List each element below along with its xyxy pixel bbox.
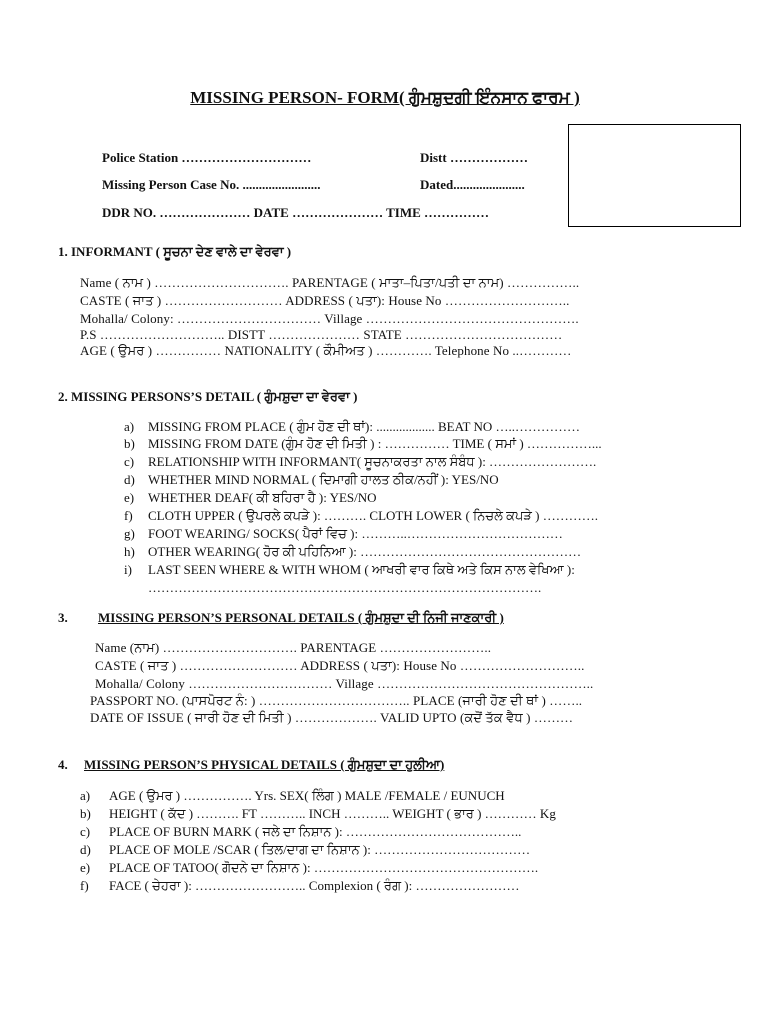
- item-label: a): [124, 419, 135, 434]
- section1-heading: 1. INFORMANT ( ਸੂਚਨਾ ਦੇਣ ਵਾਲੇ ਦਾ ਵੇਰਵਾ ): [58, 244, 292, 259]
- section2-heading: 2. MISSING PERSONS’S DETAIL ( ਗੁੰਮਸ਼ੁਦਾ ਦਾ ਵੇਰਵਾ ): [58, 389, 358, 404]
- item-label: e): [124, 490, 135, 505]
- list-item[interactable]: [124, 526, 563, 542]
- item-text: PLACE OF MOLE /SCAR ( ਤਿਲ/ਦਾਗ ਦਾ ਨਿਸ਼ਾਨ ): ………………………………: [109, 842, 531, 857]
- list-item[interactable]: [124, 562, 575, 578]
- item-label: f): [80, 878, 89, 893]
- case-no-field[interactable]: Missing Person Case No. ........................: [102, 177, 321, 192]
- item-label: c): [80, 824, 91, 839]
- photo-box: [568, 124, 741, 227]
- item-label: e): [80, 860, 91, 875]
- section3-heading: MISSING PERSON’S PERSONAL DETAILS ( ਗੁੰਮਸ਼ੁਦਾ ਦੀ ਨਿਜੀ ਜਾਣਕਾਰੀ ): [98, 610, 504, 625]
- item-label: b): [80, 806, 91, 821]
- list-item[interactable]: [124, 419, 580, 435]
- list-item[interactable]: [124, 436, 602, 452]
- item-text: FOOT WEARING/ SOCKS( ਪੈਰਾਂ ਵਿਚ ): ………..………………………………: [148, 526, 563, 541]
- last-seen-continuation-line[interactable]: ……………………………………………………………………………….: [148, 580, 542, 595]
- section3-number: 3.: [58, 610, 68, 625]
- item-text: RELATIONSHIP WITH INFORMANT( ਸੂਚਨਾਕਰਤਾ ਨਾਲ ਸੰਬੰਧ ): …………………….: [148, 454, 597, 469]
- item-label: a): [80, 788, 91, 803]
- person-caste-line[interactable]: CASTE ( ਜਾਤ ) ……………………… ADDRESS ( ਪਤਾ): House No ………………………..: [95, 658, 585, 673]
- date-of-issue-line[interactable]: DATE OF ISSUE ( ਜਾਰੀ ਹੋਣ ਦੀ ਮਿਤੀ ) ………………. VALID UPTO (ਕਦੋਂ ਤੱਕ ਵੈਧ ) ………: [90, 710, 574, 725]
- item-text: AGE ( ਉਮਰ ) ……………. Yrs. SEX( ਲਿੰਗ ) MALE /FEMALE / EUNUCH: [109, 788, 505, 803]
- passport-line[interactable]: PASSPORT NO. (ਪਾਸਪੋਰਟ ਨੰ: ) …………………………….. PLACE (ਜਾਰੀ ਹੋਣ ਦੀ ਥਾਂ ) ……..: [90, 693, 583, 708]
- item-label: f): [124, 508, 133, 523]
- informant-name-line[interactable]: Name ( ਨਾਮ ) …………………………. PARENTAGE ( ਮਾਤਾ–ਪਿਤਾ/ਪਤੀ ਦਾ ਨਾਮ) ……………..: [80, 275, 580, 290]
- informant-age-line[interactable]: AGE ( ਉਮਰ ) …………… NATIONALITY ( ਕੌਮੀਅਤ ) …………. Telephone No ..…………: [80, 343, 572, 358]
- section4-heading: MISSING PERSON’S PHYSICAL DETAILS ( ਗੁੰਮਸ਼ੁਦਾ ਦਾ ਹੁਲੀਆ): [84, 757, 445, 772]
- list-item[interactable]: [124, 508, 598, 524]
- item-label: d): [124, 472, 135, 487]
- police-station-field[interactable]: Police Station …………………………: [102, 150, 312, 165]
- item-text: CLOTH UPPER ( ਉਪਰਲੇ ਕਪੜੇ ): ………. CLOTH LOWER ( ਨਿਚਲੇ ਕਪੜੇ ) ………….: [148, 508, 598, 523]
- item-text: MISSING FROM DATE (ਗੁੰਮ ਹੋਣ ਦੀ ਮਿਤੀ ) : …………… TIME ( ਸਮਾਂ ) ……………...: [148, 436, 602, 451]
- item-label: b): [124, 436, 135, 451]
- ddr-date-time-line[interactable]: DDR NO. ………………… DATE ………………… TIME ……………: [102, 205, 490, 220]
- item-text: WHETHER MIND NORMAL ( ਦਿਮਾਗੀ ਹਾਲਤ ਠੀਕ/ਨਹੀਂ ): YES/NO: [148, 472, 499, 487]
- item-text: MISSING FROM PLACE ( ਗੁੰਮ ਹੋਣ ਦੀ ਥਾਂ): .................. BEAT NO …..……………: [148, 419, 581, 434]
- item-label: d): [80, 842, 91, 857]
- list-item[interactable]: [80, 878, 519, 894]
- informant-ps-line[interactable]: P.S ……………………….. DISTT ………………… STATE ………………………………: [80, 327, 563, 342]
- list-item[interactable]: [124, 490, 377, 506]
- informant-caste-line[interactable]: CASTE ( ਜਾਤ ) ……………………… ADDRESS ( ਪਤਾ): House No ………………………..: [80, 293, 570, 308]
- list-item[interactable]: [80, 788, 505, 804]
- informant-mohalla-line[interactable]: Mohalla/ Colony: …………………………… Village ………………………………………….: [80, 311, 579, 326]
- item-label: i): [124, 562, 132, 577]
- list-item[interactable]: [80, 842, 530, 858]
- list-item[interactable]: [80, 860, 538, 876]
- dated-field[interactable]: Dated......................: [420, 177, 525, 192]
- item-label: h): [124, 544, 135, 559]
- distt-field[interactable]: Distt ………………: [420, 150, 528, 165]
- item-text: FACE ( ਚੇਹਰਾ ): …………………….. Complexion ( ਰੰਗ ): ……………………: [109, 878, 520, 893]
- item-text: WHETHER DEAF( ਕੀ ਬਹਿਰਾ ਹੈ ): YES/NO: [148, 490, 377, 505]
- item-text: LAST SEEN WHERE & WITH WHOM ( ਆਖਰੀ ਵਾਰ ਕਿਥੇ ਅਤੇ ਕਿਸ ਨਾਲ ਵੇਖਿਆ ):: [148, 562, 575, 577]
- list-item[interactable]: [80, 824, 521, 840]
- list-item[interactable]: [124, 544, 581, 560]
- item-label: c): [124, 454, 135, 469]
- item-label: g): [124, 526, 135, 541]
- person-mohalla-line[interactable]: Mohalla/ Colony …………………………… Village …………………………………………..: [95, 676, 594, 691]
- form-title: MISSING PERSON- FORM( ਗੁੰਮਸ਼ੁਦਗੀ ਇੰਨਸਾਨ ਫਾਰਮ ): [190, 88, 580, 107]
- list-item[interactable]: [124, 472, 499, 488]
- item-text: HEIGHT ( ਕੱਦ ) ………. FT ……….. INCH ……….. WEIGHT ( ਭਾਰ ) ………… Kg: [109, 806, 556, 821]
- person-name-line[interactable]: Name (ਨਾਮ) …………………………. PARENTAGE ……………………..: [95, 640, 492, 655]
- list-item[interactable]: [80, 806, 556, 822]
- item-text: OTHER WEARING( ਹੋਰ ਕੀ ਪਹਿਨਿਆ ): ……………………………………………: [148, 544, 582, 559]
- item-text: PLACE OF TATOO( ਗੋਦਨੇ ਦਾ ਨਿਸ਼ਾਨ ): …………………………………………….: [109, 860, 539, 875]
- list-item[interactable]: [124, 454, 596, 470]
- item-text: PLACE OF BURN MARK ( ਜਲੇ ਦਾ ਨਿਸ਼ਾਨ ): …………………………………..: [109, 824, 522, 839]
- section4-number: 4.: [58, 757, 68, 772]
